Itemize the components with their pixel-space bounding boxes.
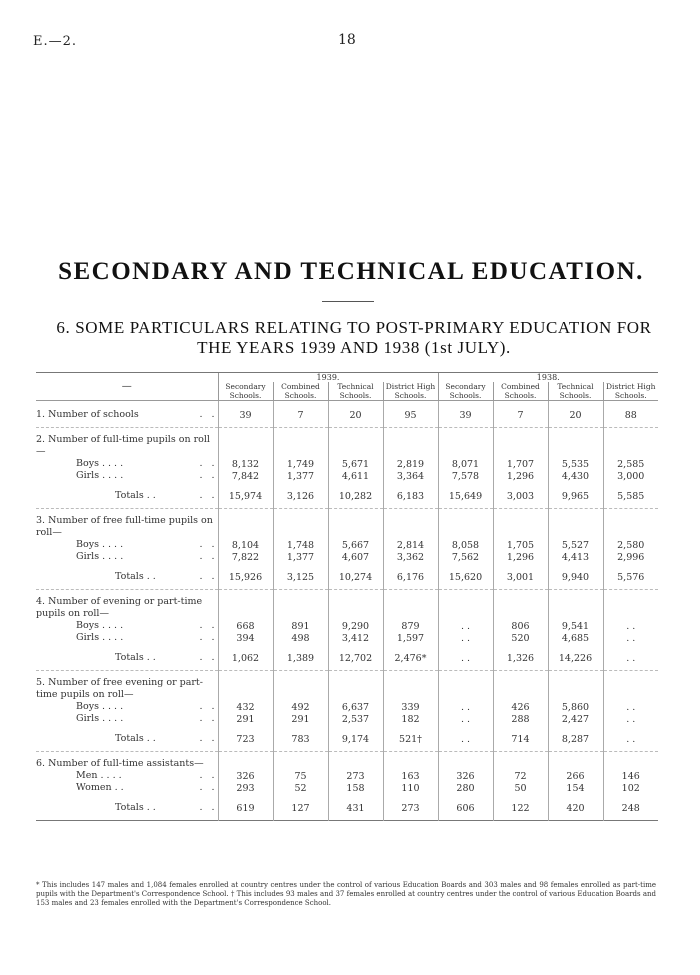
table-cell: 291	[218, 713, 273, 725]
table-cell: 7,562	[438, 551, 493, 563]
page-title: SECONDARY AND TECHNICAL EDUCATION.	[58, 258, 644, 285]
table-cell: 39	[438, 401, 493, 421]
table-row	[36, 458, 658, 470]
table-cell: 7,822	[218, 551, 273, 563]
table-cell: 1,377	[273, 551, 328, 563]
table-cell: 4,430	[548, 470, 603, 482]
row-label: Women . . . .	[76, 782, 218, 793]
table-cell: 293	[218, 782, 273, 794]
table-cell: 520	[493, 632, 548, 644]
row-label: Totals . . . .	[115, 733, 218, 744]
column-header: District High Schools.	[383, 382, 438, 401]
table-cell: 2,580	[603, 539, 658, 551]
table-cell: 3,003	[493, 490, 548, 502]
table-cell: 15,649	[438, 490, 493, 502]
table-cell: 9,290	[328, 620, 383, 632]
table-cell: . .	[438, 733, 493, 745]
table-cell: 426	[493, 701, 548, 713]
table-cell: 1,707	[493, 458, 548, 470]
table-cell: 3,125	[273, 571, 328, 583]
table-cell: . .	[603, 713, 658, 725]
table-cell: 1,748	[273, 539, 328, 551]
table-cell: 273	[328, 770, 383, 782]
section-heading-row	[36, 509, 658, 539]
table-row	[36, 470, 658, 482]
row-label: Girls . . . . . .	[76, 551, 218, 562]
table-cell: 1,705	[493, 539, 548, 551]
table-cell: 10,274	[328, 571, 383, 583]
table-cell: 9,541	[548, 620, 603, 632]
table-cell: 291	[273, 713, 328, 725]
column-header: Secondary Schools.	[218, 382, 273, 401]
table-cell: 432	[218, 701, 273, 713]
totals-row	[36, 490, 658, 502]
table-cell: 2,427	[548, 713, 603, 725]
table-cell: 4,607	[328, 551, 383, 563]
table-cell: 8,058	[438, 539, 493, 551]
row-label: Totals . . . .	[115, 571, 218, 582]
table-row	[36, 632, 658, 644]
table-cell: 4,413	[548, 551, 603, 563]
table-row	[36, 701, 658, 713]
table-cell: 273	[383, 802, 438, 814]
row-label: Boys . . . . . .	[76, 458, 218, 469]
table-cell: 5,667	[328, 539, 383, 551]
table-cell: 326	[438, 770, 493, 782]
table-cell: 1,062	[218, 652, 273, 664]
section-heading: 2. Number of full-time pupils on roll—	[36, 434, 210, 457]
table-cell: 498	[273, 632, 328, 644]
table-cell: 127	[273, 802, 328, 814]
table-cell: 5,576	[603, 571, 658, 583]
table-cell: 163	[383, 770, 438, 782]
table-cell: 14,226	[548, 652, 603, 664]
table-cell: 95	[383, 401, 438, 421]
table-cell: 3,364	[383, 470, 438, 482]
table-cell: 280	[438, 782, 493, 794]
table-cell: 2,585	[603, 458, 658, 470]
table-row	[36, 620, 658, 632]
table-row	[36, 713, 658, 725]
table-cell: 3,362	[383, 551, 438, 563]
table-cell: 1,597	[383, 632, 438, 644]
table-cell: 102	[603, 782, 658, 794]
table-row	[36, 401, 658, 421]
table-cell: . .	[603, 733, 658, 745]
table-cell: 723	[218, 733, 273, 745]
table-cell: . .	[603, 632, 658, 644]
stub-head: —	[121, 381, 132, 392]
table-cell: . .	[438, 620, 493, 632]
table-cell: 2,814	[383, 539, 438, 551]
table-cell: 248	[603, 802, 658, 814]
totals-row	[36, 571, 658, 583]
table-cell: . .	[438, 632, 493, 644]
table-cell: 606	[438, 802, 493, 814]
table-cell: 9,940	[548, 571, 603, 583]
table-cell: 182	[383, 713, 438, 725]
table-cell: 88	[603, 401, 658, 421]
table-cell: 8,287	[548, 733, 603, 745]
table-cell: 154	[548, 782, 603, 794]
section-heading: 5. Number of free evening or part-time pupils on roll—	[36, 677, 203, 700]
table-cell: 1,749	[273, 458, 328, 470]
table-cell: 7	[273, 401, 328, 421]
table-cell: 5,585	[603, 490, 658, 502]
column-header: Technical Schools.	[328, 382, 383, 401]
table-cell: 3,126	[273, 490, 328, 502]
table-cell: 9,965	[548, 490, 603, 502]
table-cell: 10,282	[328, 490, 383, 502]
column-header: Combined Schools.	[273, 382, 328, 401]
table-cell: . .	[603, 652, 658, 664]
row-label: Girls . . . . . .	[76, 470, 218, 481]
table-cell: 15,926	[218, 571, 273, 583]
table-cell: 266	[548, 770, 603, 782]
row-label: Totals . . . .	[115, 490, 218, 501]
section-heading-row	[36, 428, 658, 458]
section-heading-row	[36, 590, 658, 620]
table-cell: 4,685	[548, 632, 603, 644]
table-cell: 891	[273, 620, 328, 632]
row-label: Boys . . . . . .	[76, 701, 218, 712]
table-cell: 619	[218, 802, 273, 814]
table-cell: 879	[383, 620, 438, 632]
table-cell: 15,620	[438, 571, 493, 583]
column-header: District High Schools.	[603, 382, 658, 401]
statistics-table	[36, 372, 658, 821]
totals-row	[36, 802, 658, 814]
table-cell: 3,000	[603, 470, 658, 482]
section-heading-row	[36, 752, 658, 770]
table-cell: 20	[548, 401, 603, 421]
table-row	[36, 782, 658, 794]
table-cell: 2,537	[328, 713, 383, 725]
table-cell: 6,183	[383, 490, 438, 502]
table-cell: 146	[603, 770, 658, 782]
table-cell: 2,819	[383, 458, 438, 470]
table-row	[36, 539, 658, 551]
table-cell: 12,702	[328, 652, 383, 664]
table-cell: 3,001	[493, 571, 548, 583]
table-cell: 52	[273, 782, 328, 794]
caption-line-1: 6. SOME PARTICULARS RELATING TO POST-PRIMARY EDUCATION FOR	[56, 318, 652, 337]
totals-row	[36, 733, 658, 745]
table-cell: 75	[273, 770, 328, 782]
table-cell: 7	[493, 401, 548, 421]
column-header: Technical Schools.	[548, 382, 603, 401]
table-cell: 72	[493, 770, 548, 782]
table-cell: 2,996	[603, 551, 658, 563]
table-cell: 5,671	[328, 458, 383, 470]
table-cell: 1,296	[493, 551, 548, 563]
year-1938: 1938.	[438, 373, 658, 382]
table-cell: 50	[493, 782, 548, 794]
table-cell: 9,174	[328, 733, 383, 745]
table-cell: 326	[218, 770, 273, 782]
table-cell: . .	[438, 652, 493, 664]
table-cell: . .	[438, 701, 493, 713]
table-cell: 1,377	[273, 470, 328, 482]
column-header: Combined Schools.	[493, 382, 548, 401]
footnote: * This includes 147 males and 1,084 females enrolled at country centres under the control of various Education Boards and 303 males and 98 females enrolled as part-time pupils with the Department's Correspondence School. † This includes 93 males and 37 females enrolled at country centres under the control of various Education Boards and 153 males and 23 females enrolled with the Department's Correspondence School.	[36, 881, 656, 907]
section-heading: 4. Number of evening or part-time pupils on roll—	[36, 596, 203, 619]
section-heading: 3. Number of free full-time pupils on roll—	[36, 515, 213, 538]
table-cell: . .	[603, 620, 658, 632]
table-row	[36, 770, 658, 782]
table-cell: 492	[273, 701, 328, 713]
page-number: 18	[338, 32, 356, 48]
table-cell: 39	[218, 401, 273, 421]
table-cell: 5,860	[548, 701, 603, 713]
totals-row	[36, 652, 658, 664]
table-cell: 714	[493, 733, 548, 745]
table-cell: . .	[438, 713, 493, 725]
table-cell: 668	[218, 620, 273, 632]
table-cell: 8,071	[438, 458, 493, 470]
table-cell: 8,104	[218, 539, 273, 551]
table-cell: 7,578	[438, 470, 493, 482]
table-cell: 158	[328, 782, 383, 794]
table-caption	[44, 318, 664, 358]
table-cell: 394	[218, 632, 273, 644]
column-header: Secondary Schools.	[438, 382, 493, 401]
table-cell: 5,527	[548, 539, 603, 551]
table-cell: 5,535	[548, 458, 603, 470]
row-label: Boys . . . . . .	[76, 539, 218, 550]
table-cell: . .	[603, 701, 658, 713]
caption-line-2: THE YEARS 1939 AND 1938 (1st JULY).	[197, 338, 511, 357]
document-reference: E.—2.	[33, 34, 78, 49]
title-divider	[322, 301, 374, 302]
row-label: 1. Number of schools . .	[36, 409, 218, 420]
row-label: Girls . . . . . .	[76, 713, 218, 724]
section-heading-row	[36, 671, 658, 701]
table-cell: 20	[328, 401, 383, 421]
table-cell: 288	[493, 713, 548, 725]
table-cell: 2,476*	[383, 652, 438, 664]
table-cell: 1,326	[493, 652, 548, 664]
row-label: Boys . . . . . .	[76, 620, 218, 631]
table-row	[36, 551, 658, 563]
table-cell: 806	[493, 620, 548, 632]
table-cell: 110	[383, 782, 438, 794]
table-cell: 339	[383, 701, 438, 713]
table-cell: 6,637	[328, 701, 383, 713]
row-label: Girls . . . . . .	[76, 632, 218, 643]
table-cell: 15,974	[218, 490, 273, 502]
table-cell: 8,132	[218, 458, 273, 470]
year-1939: 1939.	[218, 373, 438, 382]
row-label: Totals . . . .	[115, 802, 218, 813]
table-cell: 3,412	[328, 632, 383, 644]
table-cell: 431	[328, 802, 383, 814]
row-label: Men . . . . . .	[76, 770, 218, 781]
table-cell: 4,611	[328, 470, 383, 482]
table-cell: 783	[273, 733, 328, 745]
table-cell: 1,389	[273, 652, 328, 664]
table-cell: 420	[548, 802, 603, 814]
table-cell: 6,176	[383, 571, 438, 583]
table-cell: 7,842	[218, 470, 273, 482]
table-cell: 122	[493, 802, 548, 814]
section-heading: 6. Number of full-time assistants—	[36, 758, 204, 769]
table-cell: 1,296	[493, 470, 548, 482]
table-cell: 521†	[383, 733, 438, 745]
row-label: Totals . . . .	[115, 652, 218, 663]
